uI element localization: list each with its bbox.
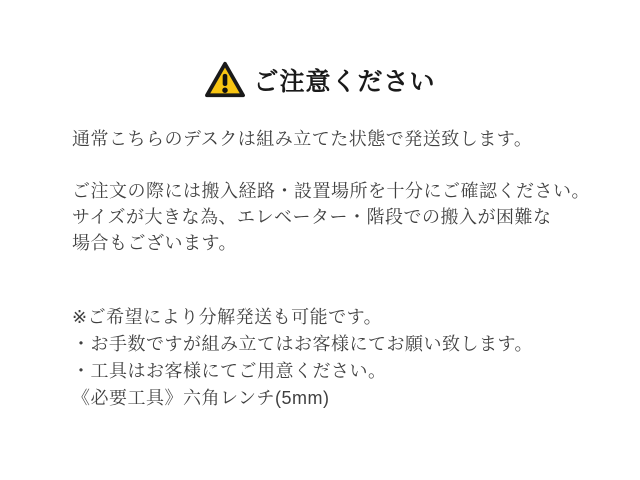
disassembly-note-line-3: ・工具はお客様にてご用意ください。 [72, 361, 387, 381]
notice-header [0, 60, 640, 102]
delivery-route-note-line-2: サイズが大きな為、エレベーター・階段での搬入が困難な [72, 207, 552, 227]
delivery-route-note [72, 178, 610, 256]
notice-title: ご注意ください [253, 68, 436, 96]
shipping-note-line: 通常こちらのデスクは組み立てた状態で発送致します。 [72, 129, 533, 149]
disassembly-note-line-1: ※ご希望により分解発送も可能です。 [72, 307, 383, 327]
shipping-note [72, 126, 610, 152]
disassembly-option-note [72, 304, 610, 412]
warning-triangle-icon [204, 60, 246, 102]
delivery-route-note-line-3: 場合もございます。 [72, 233, 238, 253]
required-tools-line: 《必要工具》六角レンチ(5mm) [72, 388, 330, 408]
delivery-route-note-line-1: ご注文の際には搬入経路・設置場所を十分にご確認ください。 [72, 181, 590, 201]
disassembly-note-line-2: ・お手数ですが組み立てはお客様にてお願い致します。 [72, 334, 534, 354]
